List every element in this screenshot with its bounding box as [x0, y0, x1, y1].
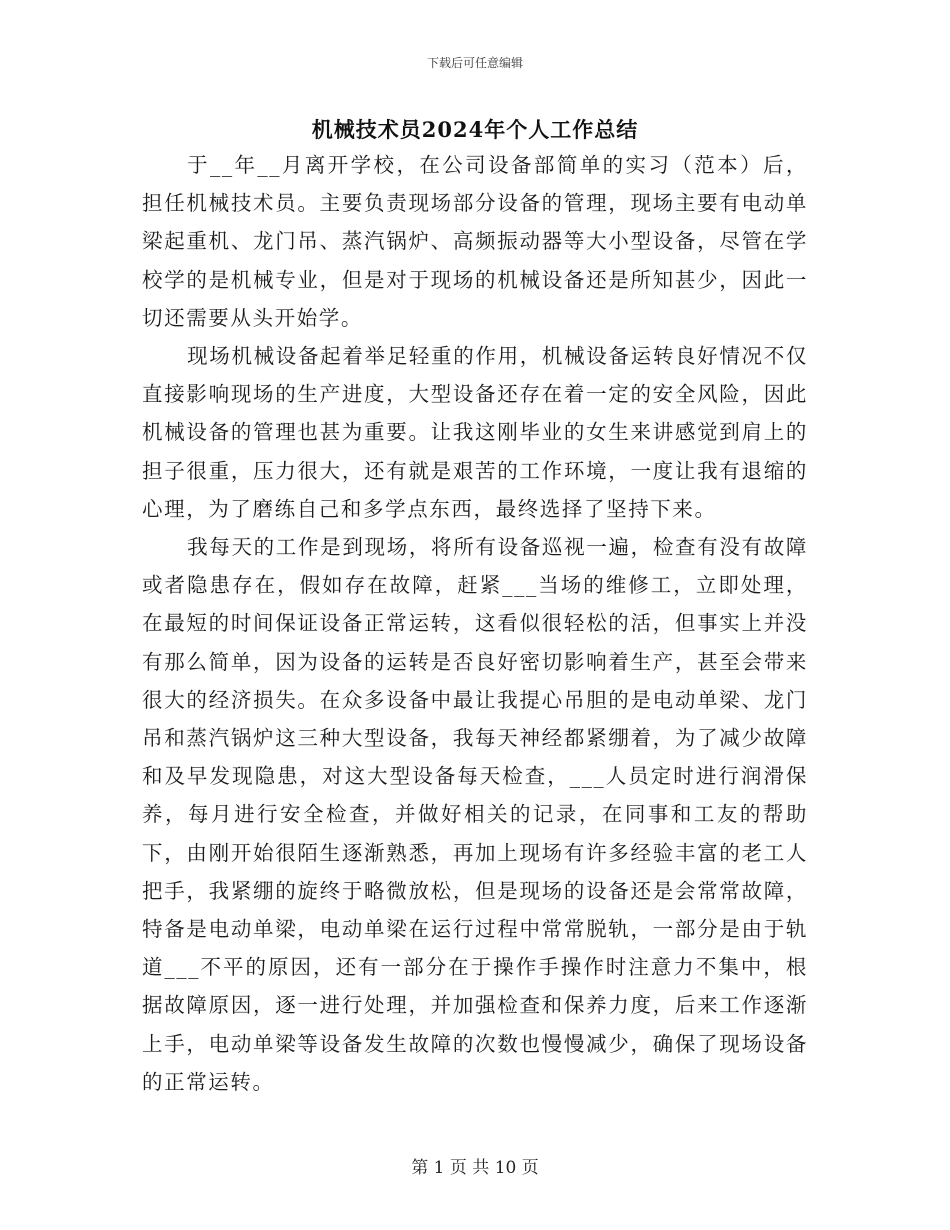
- paragraph-2: 现场机械设备起着举足轻重的作用，机械设备运转良好情况不仅直接影响现场的生产进度，大型设备还存在着一定的安全风险，因此机械设备的管理也甚为重要。让我这刚毕业的女生来讲感觉到肩上的担子很重，压力很大，还有就是艰苦的工作环境，一度让我有退缩的心理，为了磨练自己和多学点东西，最终选择了坚持下来。: [142, 344, 808, 521]
- header-note: 下载后可任意编辑: [426, 56, 523, 70]
- document-title: 机械技术员2024年个人工作总结: [311, 117, 639, 142]
- paragraph-3: 我每天的工作是到现场，将所有设备巡视一遍，检查有没有故障或者隐患存在，假如存在故障，赶紧___当场的维修工，立即处理，在最短的时间保证设备正常运转，这看似很轻松的活，但事实上并没有那么简单，因为设备的运转是否良好密切影响着生产，甚至会带来很大的经济损失。在众多设备中最让我提心吊胆的是电动单梁、龙门吊和蒸汽锅炉这三种大型设备，我每天神经都紧绷着，为了减少故障和及早发现隐患，对这大型设备每天检查，___人员定时进行润滑保养，每月进行安全检查，并做好相关的记录，在同事和工友的帮助下，由刚开始很陌生逐渐熟悉，再加上现场有许多经验丰富的老工人把手，我紧绷的旋终于略微放松，但是现场的设备还是会常常故障，特备是电动单梁，电动单梁在运行过程中常常脱轨，一部分是由于轨道___不平的原因，还有一部分在于操作手操作时注意力不集中，根据故障原因，逐一进行处理，并加强检查和保养力度，后来工作逐渐上手，电动单梁等设备发生故障的次数也慢慢减少，确保了现场设备的正常运转。: [142, 535, 808, 1094]
- document-body: [142, 146, 808, 1101]
- paragraph-1: 于__年__月离开学校，在公司设备部简单的实习（范本）后，担任机械技术员。主要负责现场部分设备的管理，现场主要有电动单梁起重机、龙门吊、蒸汽锅炉、高频振动器等大小型设备，尽管在学校学的是机械专业，但是对于现场的机械设备还是所知甚少，因此一切还需要从头开始学。: [142, 153, 808, 330]
- page-footer: 第 1 页 共 10 页: [411, 1158, 539, 1178]
